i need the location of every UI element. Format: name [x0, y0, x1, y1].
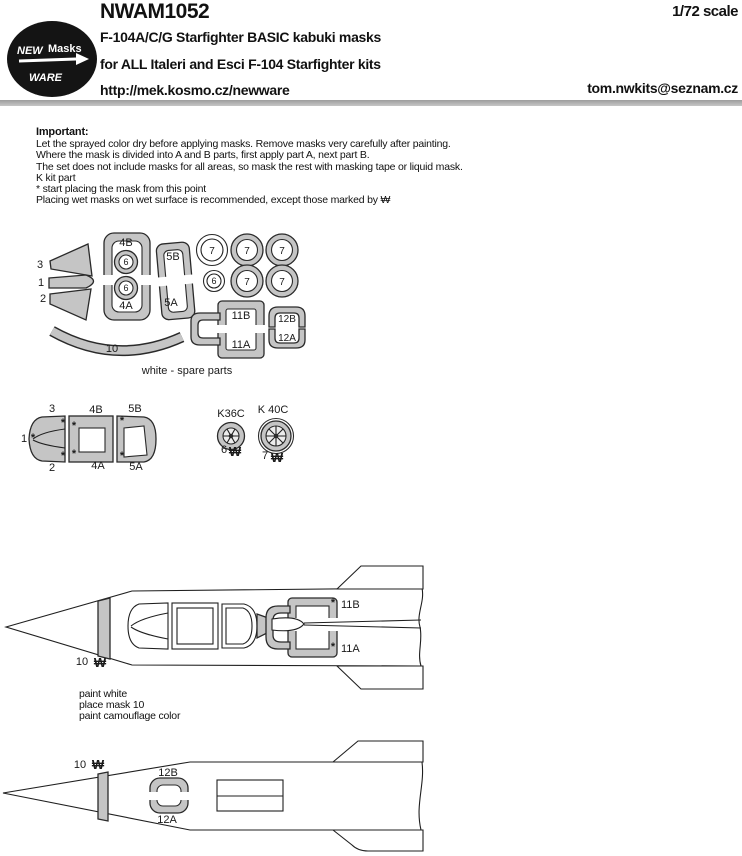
mask-part-10: [52, 331, 182, 355]
important-heading: Important:: [36, 126, 89, 138]
dry-mark-icon: ₩: [91, 757, 105, 772]
mask-10-applied: [98, 772, 108, 821]
label-3: 3: [48, 403, 56, 415]
scale-label: 1/72 scale: [672, 3, 738, 20]
label-3: 3: [36, 259, 44, 271]
windscreen-frame: [128, 603, 168, 649]
label-12b: 12B: [158, 767, 178, 779]
start-point-mark: *: [119, 450, 125, 462]
start-point-mark: *: [119, 415, 125, 427]
label-11b: 11B: [231, 310, 251, 322]
mask-10-applied: [98, 598, 110, 659]
label-12a: 12A: [278, 333, 296, 344]
label-4b: 4B: [119, 237, 133, 249]
label-5b: 5B: [128, 403, 142, 415]
circle-masks: [197, 234, 299, 297]
dry-mark-icon: ₩: [93, 655, 107, 670]
wing-top: [333, 741, 423, 762]
label-6: 6: [211, 276, 217, 286]
important-line: Placing wet masks on wet surface is recommended, except those marked by ₩: [36, 194, 391, 207]
important-line: Let the sprayed color dry before applying masks. Remove masks very carefully after painting.: [36, 138, 451, 151]
canopy-frame: [172, 603, 218, 649]
label-10: 10: [75, 656, 89, 668]
label-5b: 5B: [166, 251, 180, 263]
mask-part-4: [103, 233, 151, 320]
start-point-mark: *: [60, 417, 66, 429]
label-4a: 4A: [91, 460, 105, 472]
label-1: 1: [20, 433, 28, 445]
label-5a: 5A: [129, 461, 143, 473]
dry-mark-icon: ₩: [270, 450, 284, 465]
canopy-placement-diagram: [21, 403, 294, 474]
mask-part-12: [269, 307, 305, 348]
label-11a: 11A: [341, 643, 360, 655]
fuselage-bottom-view: [3, 741, 423, 851]
website-url: http://mek.kosmo.cz/newware: [100, 82, 290, 98]
label-11b: 11B: [341, 599, 360, 611]
start-point-mark: *: [71, 420, 77, 432]
mask-12-applied: [149, 778, 189, 813]
wing-bottom: [337, 666, 423, 689]
important-block: [36, 127, 596, 206]
wing-top: [337, 566, 423, 589]
logo-word-new: NEW: [17, 45, 43, 57]
mask-part-1: [49, 275, 94, 288]
label-11a: 11A: [231, 339, 251, 351]
label-7: 7: [261, 450, 269, 462]
label-10: 10: [73, 759, 87, 771]
label-6: 6: [123, 283, 129, 293]
diagrams-canvas: [0, 225, 742, 856]
mask-part-5: [155, 242, 196, 321]
product-code: NWAM1052: [100, 0, 210, 23]
fuselage-outline: [3, 762, 423, 830]
label-7: 7: [209, 246, 215, 257]
label-12b: 12B: [278, 314, 296, 325]
mask-part-2: [50, 289, 91, 320]
header-divider: [0, 100, 742, 106]
title-line-1: F-104A/C/G Starfighter BASIC kabuki masks: [100, 29, 382, 45]
label-2: 2: [48, 462, 56, 474]
wing-bottom: [333, 830, 423, 851]
important-line: * start placing the mask from this point: [36, 183, 206, 196]
start-point-mark: *: [71, 448, 77, 460]
start-point-mark: *: [330, 597, 336, 609]
label-4b: 4B: [89, 404, 103, 416]
title-line-2: for ALL Italeri and Esci F-104 Starfighter kits: [100, 56, 381, 72]
label-6: 6: [220, 444, 228, 456]
dry-mark-icon: ₩: [228, 444, 242, 459]
contact-email: tom.nwkits@seznam.cz: [587, 80, 738, 96]
kit-part-label: K36C: [217, 408, 245, 420]
label-7: 7: [279, 277, 285, 288]
label-4a: 4A: [119, 300, 133, 312]
mask-part-3: [50, 244, 92, 276]
fuselage-top-view: [6, 566, 423, 689]
paint-note: place mask 10: [79, 699, 145, 712]
wheel-k36c: [217, 408, 245, 459]
newware-logo: [4, 18, 100, 100]
important-line: K kit part: [36, 171, 76, 184]
logo-word-masks: Masks: [48, 43, 82, 55]
label-7: 7: [244, 246, 250, 257]
paint-note: paint camouflage color: [79, 710, 181, 723]
mask-part-11: [191, 301, 265, 358]
label-5a: 5A: [164, 297, 178, 309]
label-1: 1: [37, 277, 45, 289]
wheel-k40c: [258, 404, 294, 465]
sheet-caption: white - spare parts: [141, 365, 233, 377]
mask-sheet-diagram: [37, 233, 305, 377]
logo-arrow-icon: [19, 59, 76, 61]
kit-part-label: K 40C: [257, 404, 289, 416]
start-point-mark: *: [330, 641, 336, 653]
label-12a: 12A: [157, 814, 177, 826]
start-point-mark: *: [30, 432, 36, 444]
label-7: 7: [244, 277, 250, 288]
important-line: The set does not include masks for all areas, so mask the rest with masking tape or liquid mask.: [36, 160, 463, 173]
start-point-mark: *: [60, 450, 66, 462]
important-line: Where the mask is divided into A and B parts, first apply part A, next part B.: [36, 149, 370, 162]
label-7: 7: [279, 246, 285, 257]
logo-word-ware: WARE: [29, 72, 62, 84]
label-2: 2: [39, 293, 47, 305]
paint-note: paint white: [79, 688, 127, 700]
label-10: 10: [105, 343, 119, 355]
label-6: 6: [123, 257, 129, 267]
